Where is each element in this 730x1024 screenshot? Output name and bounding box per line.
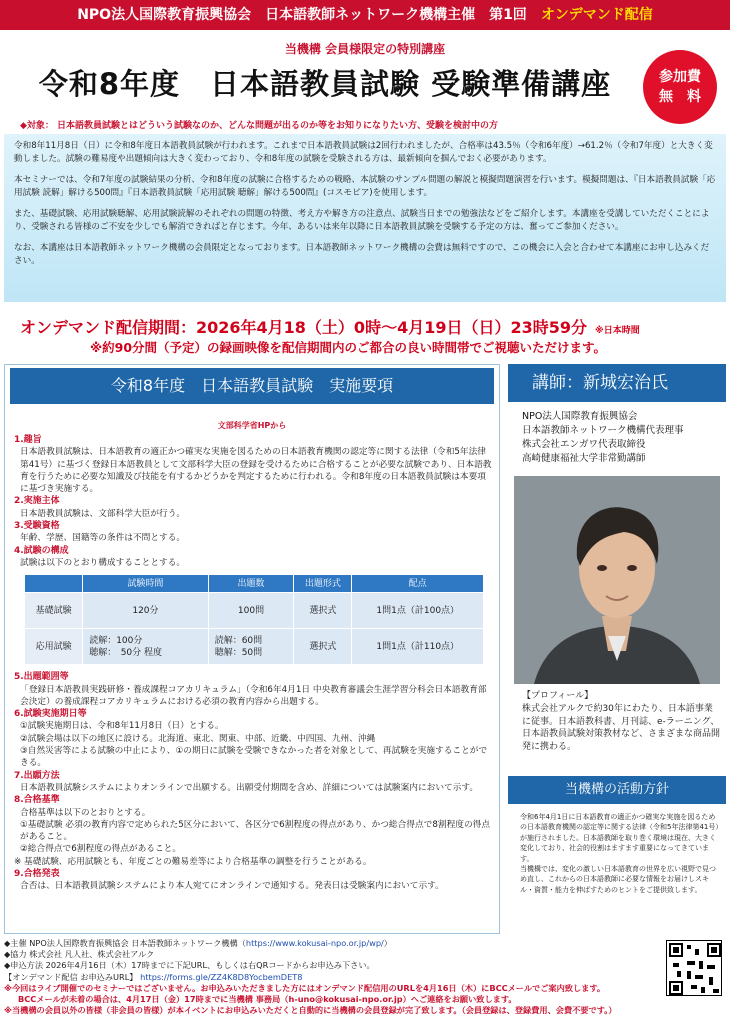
- table-row: [25, 629, 484, 665]
- table-cell: 選択式: [294, 629, 352, 665]
- qr-code[interactable]: [666, 940, 722, 996]
- table-cell: 選択式: [294, 593, 352, 629]
- section-body: ①基礎試験 必須の教育内容で定められた5区分において、各区分で6割程度の得点があり、かつ総合得点で8割程度の得点があること。: [20, 819, 491, 843]
- section-body: ②試験会場は以下の地区に設ける。北海道、東北、関東、中部、近畿、中四国、九州、沖縄: [20, 733, 376, 744]
- target-audience: ◆対象： 日本語教員試験とはどういう試験なのか、どんな問題が出るのか等をお知りになりたい方、受験を検討中の方: [20, 121, 499, 131]
- lecturer-profile: [522, 690, 720, 754]
- exam-outline-content: [14, 434, 494, 893]
- table-cell: 100問: [208, 593, 294, 629]
- section-body: 試験は以下のとおり構成することとする。: [20, 557, 186, 568]
- free-badge: [643, 50, 717, 124]
- intro-paragraph: 令和8年11月8日（日）に令和8年度日本語教員試験が行われます。これまで日本語教員試験は2回行われましたが、合格率は43.5％（令和6年度）→61.2％（令和7年度）と大きく変動しました。試験の難易度や出題傾向は大きく変わっており、令和8年度の試験を受験される方は、最新傾向を掴んでおく必要があります。: [14, 141, 713, 164]
- organizer-line: [4, 938, 664, 949]
- lecturer-title: 講師：新城宏治氏: [508, 364, 726, 402]
- notice-line: ※当機構の会員以外の皆様（非会員の皆様）が本イベントにお申込みいただくと自動的に当機構の会員登録が完了致します。（会員登録は、登録費用、会費不要です。）: [4, 1005, 617, 1016]
- portrait-image: [514, 476, 720, 684]
- application-url-label: 【オンデマンド配信 お申込みURL】: [4, 971, 141, 982]
- table-header: [25, 575, 83, 593]
- profile-label: 【プロフィール】: [522, 691, 594, 701]
- organizer-close: ）: [383, 938, 392, 948]
- table-cell: 応用試験: [25, 629, 83, 665]
- table-cell: 読解：100分 聴解： 50分 程度: [83, 629, 209, 665]
- delivery-period-text: オンデマンド配信期間：2026年4月18（土）0時～4月19日（日）23時59分: [20, 318, 587, 337]
- section-heading: 6.試験実施期日等: [14, 709, 87, 720]
- application-url-line: [4, 972, 664, 983]
- table-cell: 1問1点（計100点）: [352, 593, 484, 629]
- source-note: 文部科学省HPから: [217, 421, 287, 430]
- table-row: [25, 593, 484, 629]
- timezone-note: ※日本時間: [595, 326, 640, 336]
- section-heading: 4.試験の構成: [14, 545, 69, 556]
- viewing-note: ※約90分間（予定）の録画映像を配信期間内のご都合の良い時間帯でご視聴いただけます。: [90, 340, 607, 355]
- lecturer-affiliations: [522, 410, 684, 466]
- section-body: 年齢、学歴、国籍等の条件は不問とする。: [20, 533, 186, 544]
- application-link[interactable]: https://forms.gle/ZZ4K8D8YocbemDET8: [140, 971, 303, 982]
- affiliation-line: 日本語教師ネットワーク機構代表理事: [522, 425, 684, 436]
- section-heading: 8.合格基準: [14, 795, 60, 806]
- affiliation-line: 高崎健康福祉大学非常勤講師: [522, 453, 646, 464]
- profile-text: 株式会社アルクで約30年にわたり、日本語事業に従事。日本語教科書、月刊誌、e-ラーニング、日本語教員試験対策教材など、さまざまな商品開発に携わる。: [522, 703, 721, 753]
- section-body: 「登録日本語教員実践研修・養成課程コアカリキュラム」（令和6年4月1日 中央教育審議会生涯学習分科会日本語教育部会決定）の養成課程コアカリキュラムにおける必須の教育内容から出題する。: [20, 684, 487, 707]
- exam-outline-title: 令和8年度 日本語教員試験 実施要項: [10, 368, 494, 404]
- policy-paragraph: 令和6年4月1日に日本語教育の適正かつ確実な実施を図るための日本語教育機関の認定等に関する法律（令和5年法律第41号）が施行されました。日本語教師を取り巻く環境は現在、大きく変化しており、社会的役割はますます重要になってきています。: [520, 813, 719, 863]
- lecturer-photo: [514, 476, 720, 684]
- organizer-label: ◆主催 NPO法人国際教育振興協会 日本語教師ネットワーク機構（: [4, 938, 246, 948]
- intro-paragraph: 本セミナーでは、令和7年度の試験結果の分析、令和8年度の試験に合格するための戦略、本試験のサンプル問題の解説と模擬問題演習を行います。模擬問題は、『日本語教員試験「応用試験 読解」解ける500問』『日本語教員試験「応用試験 聴解」解ける500問』(コスモピア)を使用します。: [14, 175, 716, 198]
- ondemand-label: オンデマンド配信: [540, 7, 653, 23]
- policy-title: 当機構の活動方針: [508, 776, 726, 804]
- table-cell: 基礎試験: [25, 593, 83, 629]
- table-header: 出題数: [208, 575, 294, 593]
- table-cell: 読解：60問 聴解：50問: [208, 629, 294, 665]
- section-heading: 9.合格発表: [14, 869, 60, 880]
- section-heading: 3.受験資格: [14, 521, 60, 532]
- organizer-link[interactable]: https://www.kokusai-npo.or.jp/wp/: [245, 938, 384, 948]
- section-heading: 5.出題範囲等: [14, 672, 69, 683]
- policy-paragraph: 当機構では、変化の激しい日本語教育の世界を広い視野で見つめ直し、これからの日本語教師に必要な情報をお届けしスキル・資質・能力を伸ばすためのヒントをご提供致します。: [520, 865, 716, 894]
- delivery-period: [20, 315, 640, 338]
- cooperation-line: ◆協力 株式会社 凡人社、株式会社アルク: [4, 949, 155, 960]
- application-line: ◆申込方法 2026年4月16日（木）17時までに下記URL、もしくは右QRコードからお申込み下さい。: [4, 960, 375, 971]
- table-cell: 1問1点（計110点）: [352, 629, 484, 665]
- section-body: ①試験実施期日は、令和8年11月8日（日）とする。: [20, 721, 224, 732]
- section-heading: 1.趣旨: [14, 435, 42, 445]
- free-badge-line1: 参加費: [659, 69, 701, 85]
- table-cell: 120分: [83, 593, 209, 629]
- intro-paragraph: また、基礎試験、応用試験聴解、応用試験読解のそれぞれの問題の特徴、考え方や解き方の注意点、試験当日までの勉強法などをご紹介します。本講座を受講していただくことにより、受験される皆様のご不安を少しでも解消できればと存じます。今年、あるいは来年以降に日本語教員試験を受験する予定の方は、奮ってご参加ください。: [14, 209, 710, 232]
- section-heading: 7.出願方法: [14, 770, 60, 781]
- affiliation-line: NPO法人国際教育振興協会: [522, 411, 638, 422]
- table-header: 配点: [352, 575, 484, 593]
- header-banner: [0, 0, 730, 30]
- members-only-subtitle: 当機構 会員様限定の特別講座: [284, 42, 446, 56]
- exam-structure-table: [24, 574, 484, 665]
- table-header: 出題形式: [294, 575, 352, 593]
- section-body: 日本語教員試験は、日本語教育の適正かつ確実な実施を図るための日本語教育機関の認定等に関する法律（令和5年法律第41号）に基づく登録日本語教員として文部科学大臣の登録を受けるために合格することが必要な試験であり、日本語教育を行うために必要な知識及び技能を有するかどうかを判定するために行われる。令和8年度の日本語教員試験は本要項に基づき実施する。: [20, 447, 492, 495]
- organizer-text: NPO法人国際教育振興協会 日本語教師ネットワーク機構主催 第1回: [77, 7, 541, 23]
- free-badge-line2: 無 料: [659, 89, 701, 105]
- section-heading: 2.実施主体: [14, 496, 60, 507]
- footer-info: [4, 938, 664, 1016]
- notice-line: ※今回はライブ開催でのセミナーではございません。お申込みいただきました方にはオンデマンド配信用のURLを4月16日（木）にBCCメールでご案内致します。: [4, 982, 606, 993]
- section-body: ③自然災害等による試験の中止により、①の期日に試験を受験できなかった者を対象として、再試験を実施することができる。: [20, 746, 488, 769]
- intro-paragraph: なお、本講座は日本語教師ネットワーク機構の会員限定となっております。日本語教師ネットワーク機構の会費は無料ですので、この機会に入会と合わせて本講座にお申し込みください。: [14, 243, 710, 266]
- page-title: 令和8年度 日本語教員試験 受験準備講座: [38, 67, 612, 101]
- intro-box: [4, 134, 726, 302]
- section-note: ※ 基礎試験、応用試験とも、年度ごとの難易差等により合格基準の調整を行うことがある。: [14, 856, 372, 867]
- qr-code-icon: [667, 941, 722, 996]
- section-body: 合否は、日本語教員試験システムにより本人宛てにオンラインで通知する。発表日は受験案内において示す。: [20, 881, 444, 892]
- notice-line: BCCメールが未着の場合は、4月17日（金）17時までに当機構 事務局（h-uno@kokusai-npo.or.jp）へご連絡をお願い致します。: [18, 994, 517, 1005]
- affiliation-line: 株式会社エンガワ代表取締役: [522, 439, 646, 450]
- section-body: 日本語教員試験システムによりオンラインで出願する。出願受付期間を含め、詳細については試験案内において示す。: [20, 782, 479, 793]
- table-header: 試験時間: [83, 575, 209, 593]
- section-body: ②総合得点で6割程度の得点があること。: [20, 844, 182, 855]
- section-body: 合格基準は以下のとおりとする。: [20, 807, 151, 818]
- policy-text: [520, 812, 720, 895]
- section-body: 日本語教員試験は、文部科学大臣が行う。: [20, 508, 186, 519]
